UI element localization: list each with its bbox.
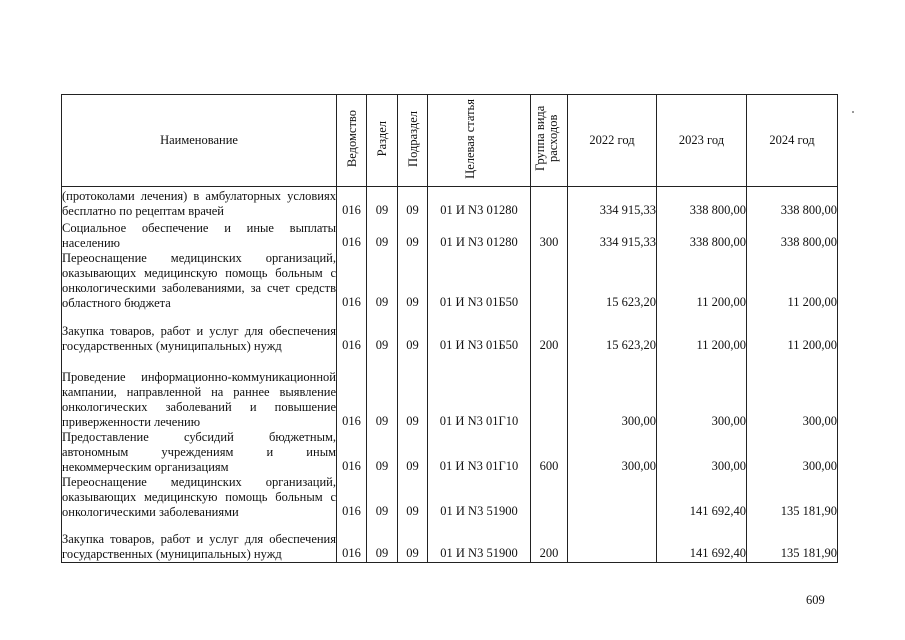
row-2023-cell: 338 800,00 xyxy=(657,219,747,251)
row-target-article-cell: 01 И N3 01Б50 xyxy=(428,311,531,354)
row-target-article-cell: 01 И N3 01Б50 xyxy=(428,251,531,311)
row-2024-cell: 135 181,90 xyxy=(747,520,838,563)
table-row xyxy=(62,251,838,311)
table-row xyxy=(62,520,838,563)
col-header-expense-group: Группа вида расходов xyxy=(531,95,568,187)
row-2023-cell: 338 800,00 xyxy=(657,187,747,219)
row-target-article-cell: 01 И N3 51900 xyxy=(428,475,531,520)
table-row xyxy=(62,354,838,430)
col-header-department: Ведомство xyxy=(337,95,367,187)
row-section-cell: 09 xyxy=(367,520,398,563)
col-header-target-article: Целевая статья xyxy=(428,95,531,187)
col-header-name: Наименование xyxy=(62,95,337,187)
col-header-2024: 2024 год xyxy=(747,95,838,187)
row-expense-group-cell xyxy=(531,251,568,311)
row-name-cell: (протоколами лечения) в амбулаторных условиях бесплатно по рецептам врачей xyxy=(62,188,336,218)
row-subsection-cell: 09 xyxy=(398,475,428,520)
row-expense-group-cell: 600 xyxy=(531,430,568,475)
row-name-cell: Переоснащение медицинских организаций, оказывающих медицинскую помощь больным с онкологическими заболеваниями, за счет средств областного бюджета xyxy=(62,250,336,310)
budget-table xyxy=(61,94,838,563)
row-2023-cell: 11 200,00 xyxy=(657,251,747,311)
table-header-row xyxy=(62,95,838,187)
col-header-2023: 2023 год xyxy=(657,95,747,187)
scan-dot xyxy=(852,111,854,113)
row-2024-cell: 11 200,00 xyxy=(747,311,838,354)
row-name-cell: Проведение информационно-коммуникационной кампании, направленной на раннее выявление онкологических заболеваний и повышение приверженности лечению xyxy=(62,354,337,430)
row-2023-cell: 141 692,40 xyxy=(657,520,747,563)
row-2024-cell: 135 181,90 xyxy=(747,475,838,520)
row-expense-group-cell xyxy=(531,475,568,520)
row-name-cell: Предоставление субсидий бюджетным, автономным учреждениям и иным некоммерческим организациям xyxy=(62,429,336,474)
table-row xyxy=(62,475,838,520)
row-target-article-cell: 01 И N3 01280 xyxy=(428,219,531,251)
row-expense-group-cell xyxy=(531,187,568,219)
row-department-cell: 016 xyxy=(337,475,367,520)
row-2022-cell xyxy=(568,475,657,520)
row-2023-cell: 11 200,00 xyxy=(657,311,747,354)
row-subsection-cell: 09 xyxy=(398,520,428,563)
row-section-cell: 09 xyxy=(367,219,398,251)
row-subsection-cell: 09 xyxy=(398,187,428,219)
page-number: 609 xyxy=(806,593,825,607)
row-expense-group-cell xyxy=(531,354,568,430)
col-header-subsection: Подраздел xyxy=(398,95,428,187)
row-department-cell: 016 xyxy=(337,187,367,219)
row-2022-cell: 334 915,33 xyxy=(568,219,657,251)
row-target-article-cell: 01 И N3 01Г10 xyxy=(428,354,531,430)
row-subsection-cell: 09 xyxy=(398,311,428,354)
row-target-article-cell: 01 И N3 01Г10 xyxy=(428,430,531,475)
row-2024-cell: 11 200,00 xyxy=(747,251,838,311)
row-section-cell: 09 xyxy=(367,354,398,430)
row-section-cell: 09 xyxy=(367,430,398,475)
row-expense-group-cell: 200 xyxy=(531,311,568,354)
row-department-cell: 016 xyxy=(337,219,367,251)
row-department-cell: 016 xyxy=(337,520,367,563)
row-2024-cell: 300,00 xyxy=(747,354,838,430)
row-2024-cell: 300,00 xyxy=(747,430,838,475)
row-2022-cell: 15 623,20 xyxy=(568,251,657,311)
col-header-2022: 2022 год xyxy=(568,95,657,187)
row-2022-cell: 300,00 xyxy=(568,354,657,430)
row-section-cell: 09 xyxy=(367,187,398,219)
row-target-article-cell: 01 И N3 01280 xyxy=(428,187,531,219)
table-body xyxy=(62,187,838,563)
row-section-cell: 09 xyxy=(367,251,398,311)
col-header-section: Раздел xyxy=(367,95,398,187)
row-department-cell: 016 xyxy=(337,251,367,311)
row-expense-group-cell: 300 xyxy=(531,219,568,251)
row-name-cell: Социальное обеспечение и иные выплаты населению xyxy=(62,220,336,250)
row-2023-cell: 300,00 xyxy=(657,430,747,475)
row-2022-cell: 334 915,33 xyxy=(568,187,657,219)
row-section-cell: 09 xyxy=(367,475,398,520)
row-2024-cell: 338 800,00 xyxy=(747,219,838,251)
table-row xyxy=(62,311,838,354)
row-department-cell: 016 xyxy=(337,354,367,430)
row-target-article-cell: 01 И N3 51900 xyxy=(428,520,531,563)
table-row xyxy=(62,219,838,251)
table-row xyxy=(62,187,838,219)
row-subsection-cell: 09 xyxy=(398,430,428,475)
row-2022-cell: 15 623,20 xyxy=(568,311,657,354)
row-2023-cell: 141 692,40 xyxy=(657,475,747,520)
row-department-cell: 016 xyxy=(337,430,367,475)
row-subsection-cell: 09 xyxy=(398,354,428,430)
row-section-cell: 09 xyxy=(367,311,398,354)
row-2022-cell: 300,00 xyxy=(568,430,657,475)
row-2024-cell: 338 800,00 xyxy=(747,187,838,219)
row-name-cell: Закупка товаров, работ и услуг для обеспечения государственных (муниципальных) нужд xyxy=(62,520,337,563)
row-department-cell: 016 xyxy=(337,311,367,354)
row-name-cell: Закупка товаров, работ и услуг для обеспечения государственных (муниципальных) нужд xyxy=(62,311,337,354)
table-row xyxy=(62,430,838,475)
row-2023-cell: 300,00 xyxy=(657,354,747,430)
row-subsection-cell: 09 xyxy=(398,251,428,311)
row-expense-group-cell: 200 xyxy=(531,520,568,563)
row-subsection-cell: 09 xyxy=(398,219,428,251)
row-2022-cell xyxy=(568,520,657,563)
row-name-cell: Переоснащение медицинских организаций, оказывающих медицинскую помощь больным с онкологическими заболеваниями xyxy=(62,474,336,519)
